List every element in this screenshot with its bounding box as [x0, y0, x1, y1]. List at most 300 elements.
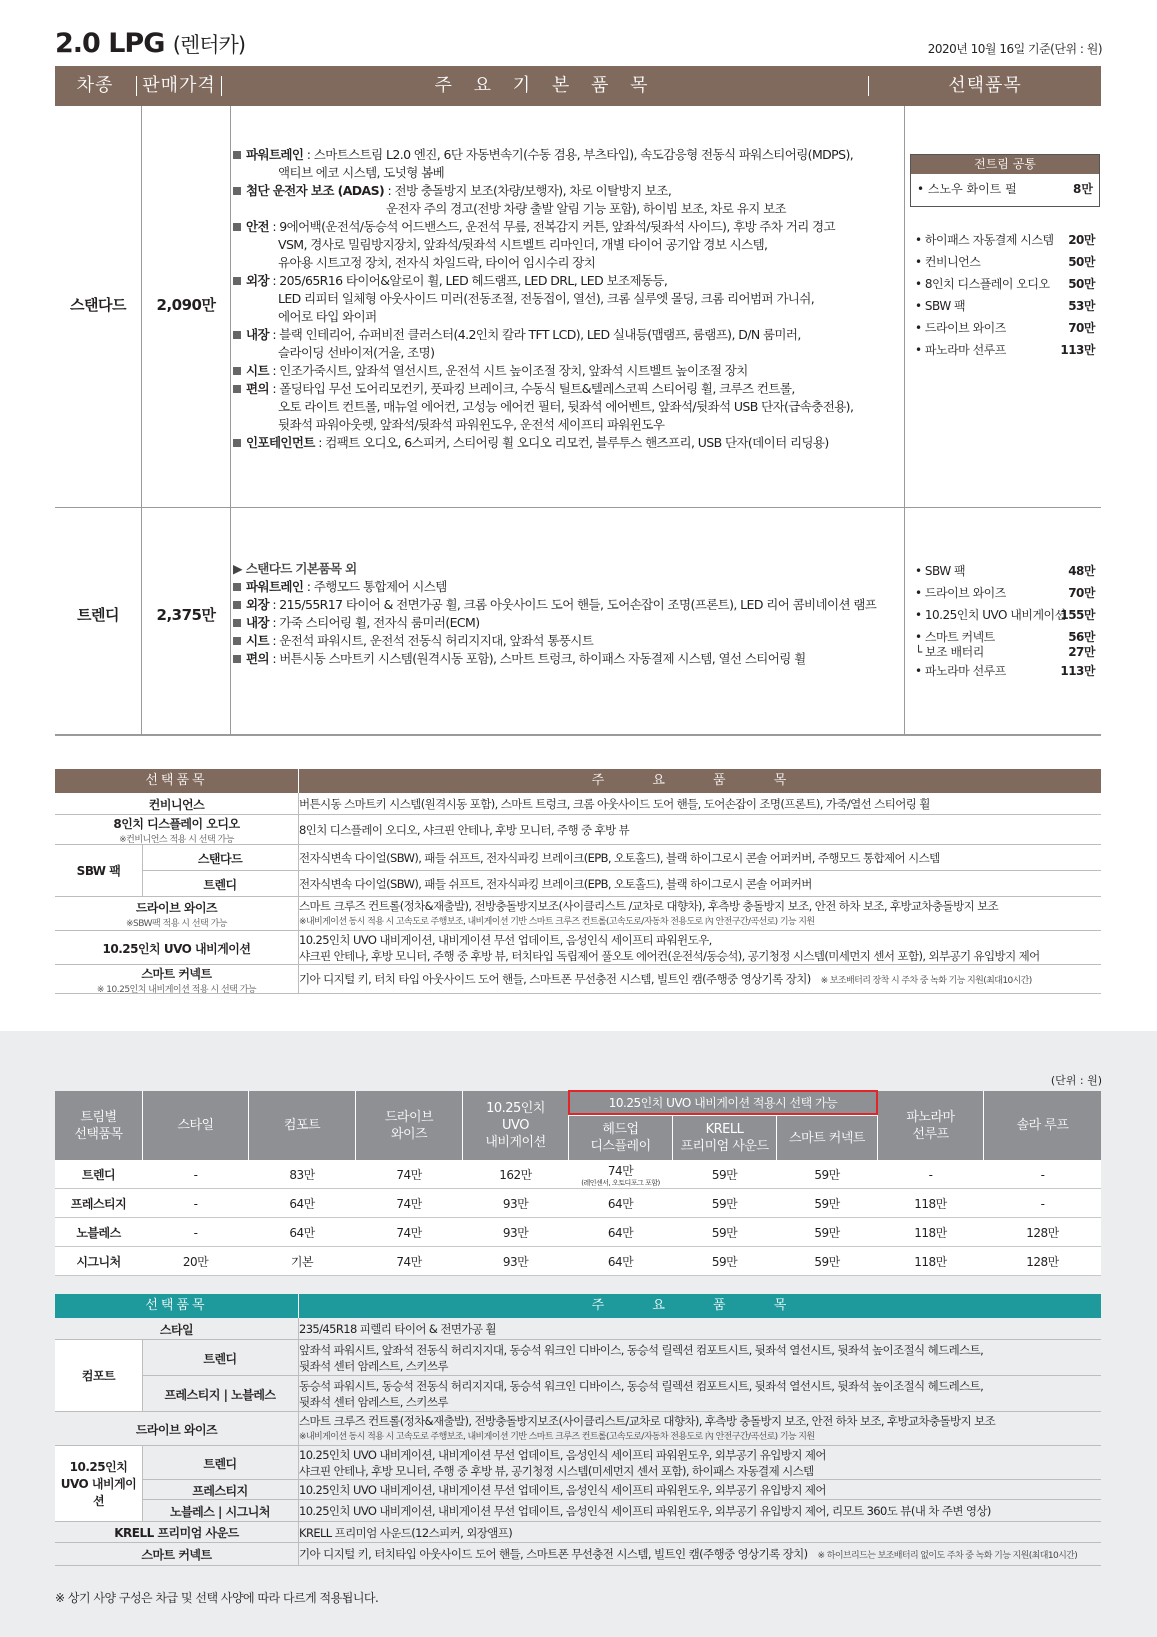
- price-value: 74만: [396, 1226, 422, 1240]
- option-sub-label: [142, 1480, 298, 1500]
- price-value: 118만: [914, 1197, 947, 1211]
- spec-text: : 215/55R17 타이어 & 전면가공 휠, 크롬 아웃사이드 도어 핸들, 도어손잡이 조명(프론트), LED 리어 콤비네이션 램프: [268, 597, 877, 612]
- bullet-square-icon: [233, 655, 241, 663]
- option-row: [55, 1446, 1101, 1480]
- option-row: [55, 815, 1101, 845]
- header-divider: [142, 1091, 143, 1160]
- option-name: • 파노라마 선루프: [915, 343, 1006, 357]
- option-row: [55, 1412, 1101, 1446]
- spec-line: [233, 200, 853, 218]
- option-row: [55, 1543, 1101, 1566]
- option-item: [915, 660, 1095, 682]
- title-paren: (렌터카): [172, 33, 246, 57]
- sub-label-text: 노블레스 | 시그니처: [170, 1504, 270, 1519]
- spec-line: [233, 164, 853, 182]
- price-cell: [984, 1247, 1101, 1276]
- price-value: 93만: [502, 1197, 529, 1211]
- date-unit: 2020년 10월 16일 기준(단위 : 원): [927, 42, 1102, 56]
- sub-label-text: 트렌디: [203, 1351, 237, 1366]
- group-label-text: SBW 팩: [76, 864, 121, 878]
- description-text: 전자식변속 다이얼(SBW), 패들 쉬프트, 전자식파킹 브레이크(EPB, 오토홀드), 블랙 하이그로시 콘솔 어퍼커버: [299, 877, 812, 891]
- spec-text: VSM, 경사로 밀림방지장치, 앞좌석/뒷좌석 시트벨트 리마인더, 개별 타이어 공기압 경보 시스템,: [278, 237, 768, 252]
- spec-text: : 컴팩트 오디오, 6스피커, 스티어링 휠 오디오 리모컨, 블루투스 핸즈프리, USB 단자(데이터 리딩용): [314, 435, 829, 450]
- common-option-title: 전트림 공통: [911, 155, 1099, 174]
- spec-line: [233, 272, 853, 290]
- option-label-note: ※ 10.25인치 내비게이션 적용 시 선택 가능: [96, 984, 257, 995]
- option-name: • 8인치 디스플레이 오디오: [915, 277, 1050, 291]
- spec-label: 편의: [246, 381, 269, 396]
- option-list: [915, 229, 1095, 361]
- description-line: [299, 876, 812, 892]
- option-price: 8만: [1073, 182, 1093, 196]
- option-item: [915, 229, 1095, 251]
- option-price: 50만: [1068, 255, 1095, 269]
- option-table-header: [55, 1294, 1101, 1318]
- option-detail-table-2: [55, 1294, 1101, 1581]
- price-cell: [249, 1247, 355, 1276]
- spec-lines: [233, 578, 876, 668]
- option-list: [915, 560, 1095, 682]
- price-value: 59만: [814, 1197, 840, 1211]
- option-name: • 스마트 커넥트: [915, 630, 995, 644]
- price-value: 64만: [607, 1226, 634, 1240]
- spec-line: [233, 632, 876, 650]
- price-cell: [878, 1160, 983, 1189]
- cell-divider: [142, 1446, 143, 1480]
- description-text: KRELL 프리미엄 사운드(12스피커, 외장앰프): [299, 1525, 513, 1540]
- spec-text: 오토 라이트 컨트롤, 매뉴얼 에어컨, 고성능 에어컨 필터, 뒷좌석 에어벤트, 앞좌석/뒷좌석 USB 단자(급속충전용),: [278, 399, 854, 414]
- price-value: -: [1040, 1196, 1045, 1211]
- spec-line: [233, 362, 853, 380]
- description-text: 10.25인치 UVO 내비게이션, 내비게이션 무선 업데이트, 음성인식 세이프티 파워윈도우, 외부공기 유입방지 제어: [299, 1448, 826, 1462]
- spec-text: LED 리피터 일체형 아웃사이드 미러(전동조절, 전동접이, 열선), 크롬 실루엣 몰딩, 크롬 리어범퍼 가니쉬,: [278, 291, 815, 306]
- spec-line: [233, 398, 853, 416]
- header-divider: [355, 1091, 356, 1160]
- spec-label: 첨단 운전자 보조 (ADAS): [246, 183, 385, 198]
- trim-table-header: [55, 1091, 1101, 1160]
- description-line: [299, 1546, 1077, 1564]
- header-main-items: 주 요 품 목: [591, 773, 809, 788]
- option-item: [915, 604, 1095, 626]
- option-description: [299, 1500, 991, 1522]
- option-label-note: ※컨비니언스 적용 시 선택 가능: [119, 835, 234, 845]
- spec-text: : 폴딩타입 무선 도어리모컨키, 풋파킹 브레이크, 수동식 틸트&텔레스코픽 스티어링 휠, 크루즈 컨트롤,: [268, 381, 795, 396]
- option-price: 20만: [1068, 233, 1095, 247]
- option-label-text: 10.25인치 UVO 내비게이션: [102, 941, 251, 956]
- description-line: [299, 1342, 983, 1358]
- option-label: [55, 931, 298, 965]
- option-price: 70만: [1068, 586, 1095, 600]
- price-value: 64만: [289, 1197, 315, 1211]
- description-line: [299, 1482, 826, 1498]
- description-line: 뒷좌석 센터 암레스트, 스키쓰루: [299, 1395, 448, 1409]
- spec-label: 외장: [246, 273, 269, 288]
- option-label-text: KRELL 프리미엄 사운드: [114, 1526, 239, 1540]
- header-divider: [248, 1091, 249, 1160]
- header-trim: 트림별 선택품목: [74, 1109, 123, 1142]
- sub-label-text: 프레스티지: [192, 1483, 248, 1498]
- option-name: • 드라이브 와이즈: [915, 321, 1006, 335]
- spec-text: 에어로 타입 와이퍼: [278, 309, 377, 324]
- price-cell: [463, 1218, 568, 1247]
- price-cell: [143, 1189, 248, 1218]
- description-note: ※내비게이션 동시 적용 시 고속도로 주행보조, 내비게이션 기반 스마트 크루즈 컨트롤(고속도로/자동차 전용도로 內 안전구간/곡선로) 기능 지원: [299, 1432, 815, 1442]
- bullet-square-icon: [233, 367, 241, 375]
- option-row: [55, 1318, 1101, 1340]
- price-value: 64만: [607, 1197, 634, 1211]
- cell-divider: [142, 845, 143, 871]
- spec-text: : 전방 충돌방지 보조(차량/보행자), 차로 이탈방지 보조,: [384, 183, 672, 198]
- option-item: [915, 273, 1095, 295]
- option-price: 50만: [1068, 277, 1095, 291]
- description-line: [299, 850, 940, 866]
- option-row: [55, 931, 1101, 965]
- description-line: [299, 1503, 991, 1519]
- description-line: [299, 898, 998, 914]
- option-label: [55, 1318, 298, 1340]
- main-table-header: [55, 66, 1101, 106]
- option-description: [299, 845, 940, 871]
- description-line: 뒷좌석 센터 암레스트, 스키쓰루: [299, 1359, 448, 1373]
- spec-line: [233, 434, 853, 452]
- spec-text: : 스마트스트림 L2.0 엔진, 6단 자동변속기(수동 겸용, 부츠타입), 속도감응형 전동식 파워스티어링(MDPS),: [303, 147, 854, 162]
- bullet-square-icon: [233, 223, 241, 231]
- spec-text: : 205/65R16 타이어&알로이 휠, LED 헤드램프, LED DRL, LED 보조제동등,: [268, 273, 668, 288]
- bullet-square-icon: [233, 583, 241, 591]
- trim-name: 시그니처: [76, 1255, 121, 1269]
- price-cell: [777, 1247, 877, 1276]
- price-value: 64만: [607, 1255, 634, 1269]
- option-label: [55, 1412, 298, 1446]
- option-label: [55, 897, 298, 931]
- option-label-text: 컨비니언스: [148, 797, 205, 812]
- description-text: 전자식변속 다이얼(SBW), 패들 쉬프트, 전자식파킹 브레이크(EPB, 오토홀드), 블랙 하이그로시 콘솔 어퍼커버, 주행모드 통합제어 시스템: [299, 851, 940, 865]
- trim-row-trendy: [55, 508, 1101, 736]
- trim-name: 트렌디: [81, 1168, 116, 1182]
- price-cell: [143, 1247, 248, 1276]
- spec-text: : 인조가죽시트, 앞좌석 열선시트, 운전석 시트 높이조절 장치, 앞좌석 시트벨트 높이조절 장치: [268, 363, 748, 378]
- header-divider: [776, 1115, 777, 1160]
- price-cell: [984, 1160, 1101, 1189]
- spec-text: : 운전석 파워시트, 운전석 전동식 허리지지대, 앞좌석 통풍시트: [268, 633, 594, 648]
- spec-label: 내장: [246, 327, 269, 342]
- header-option: 선택품목: [145, 773, 208, 788]
- price-note: (레인센서, 오토디포그 포함): [581, 1179, 660, 1187]
- group-label-text: 컴포트: [81, 1369, 116, 1383]
- price-cell: [249, 1160, 355, 1189]
- description-note: ※ 하이브리드는 보조배터리 없이도 주차 중 녹화 기능 지원(최대10시간): [817, 1550, 1078, 1561]
- price-cell: [878, 1189, 983, 1218]
- option-sub-label: [142, 1500, 298, 1522]
- price-cell: [356, 1247, 462, 1276]
- description-line: [299, 1447, 826, 1463]
- spec-text: 슬라이딩 선바이저(거울, 조명): [278, 345, 435, 360]
- option-label-note: ※SBW팩 적용 시 선택 가능: [125, 919, 227, 929]
- spec-text: : 9에어백(운전석/동승석 어드밴스드, 운전석 무릎, 전복감지 커튼, 앞좌석/뒷좌석 사이드), 후방 주차 거리 경고: [268, 219, 835, 234]
- option-row: [55, 793, 1101, 815]
- option-description: [299, 1340, 983, 1376]
- price-value: 20만: [182, 1255, 209, 1269]
- sub-label-text: 스탠다드: [197, 851, 243, 866]
- price-cell: [356, 1189, 462, 1218]
- spec-line: [233, 326, 853, 344]
- trim-name: 트렌디: [77, 606, 119, 624]
- price-cell: [569, 1247, 672, 1276]
- option-description: [299, 1446, 826, 1480]
- spec-text: : 가죽 스티어링 휠, 전자식 룸미러(ECM): [268, 615, 480, 630]
- trim-row-standard: [55, 106, 1101, 508]
- header-model: 차종: [76, 75, 114, 96]
- price-cell: [673, 1247, 776, 1276]
- header-style: 스타일: [177, 1118, 214, 1133]
- option-description: [299, 815, 629, 845]
- description-text: 기아 디지털 키, 터치타입 아웃사이드 도어 핸들, 스마트폰 무선충전 시스템, 빌트인 캠(주행중 영상기록 장치): [299, 1546, 808, 1561]
- option-description: [299, 1480, 826, 1500]
- price-cell: [673, 1189, 776, 1218]
- trim-row: [55, 1160, 1101, 1189]
- option-description: [299, 931, 1040, 965]
- bullet-square-icon: [233, 277, 241, 285]
- option-group-label: [55, 1340, 142, 1412]
- main-spec-table: [55, 66, 1101, 736]
- price-value: 128만: [1026, 1255, 1059, 1269]
- description-text: 10.25인치 UVO 내비게이션, 내비게이션 무선 업데이트, 음성인식 세이프티 파워윈도우,: [299, 933, 712, 947]
- description-text: 10.25인치 UVO 내비게이션, 내비게이션 무선 업데이트, 음성인식 세이프티 파워윈도우, 외부공기 유입방지 제어: [299, 1483, 826, 1497]
- price-cell: [878, 1218, 983, 1247]
- price-value: 59만: [814, 1168, 840, 1182]
- price-value: 59만: [814, 1255, 840, 1269]
- option-label: [55, 1543, 298, 1566]
- spec-text: : 블랙 인테리어, 슈퍼비전 클러스터(4.2인치 칼라 TFT LCD), LED 실내등(맵램프, 룸램프), D/N 룸미러,: [268, 327, 801, 342]
- price-value: -: [928, 1167, 933, 1182]
- price-value: -: [193, 1225, 198, 1240]
- price-value: 59만: [711, 1168, 738, 1182]
- price-value: 83만: [289, 1168, 315, 1182]
- spec-text: : 주행모드 통합제어 시스템: [303, 579, 447, 594]
- price-value: 64만: [289, 1226, 315, 1240]
- description-text: 동승석 파워시트, 동승석 전동식 허리지지대, 동승석 워크인 디바이스, 동승석 릴렉션 컴포트시트, 뒷좌석 열선시트, 뒷좌석 높이조절식 헤드레스트,: [299, 1379, 984, 1393]
- header-comfort: 컴포트: [283, 1118, 321, 1133]
- price-value: 59만: [814, 1226, 840, 1240]
- price-cell: [463, 1160, 568, 1189]
- description-text: 235/45R18 피렐리 타이어 & 전면가공 휠: [299, 1322, 496, 1336]
- cell-divider: [142, 1500, 143, 1522]
- description-line: [299, 822, 629, 838]
- price-cell: [463, 1189, 568, 1218]
- option-name: • 10.25인치 UVO 내비게이션: [915, 608, 1066, 622]
- trim-price: 2,090만: [156, 296, 216, 314]
- price-cell: [143, 1160, 248, 1189]
- page-title: [55, 28, 245, 59]
- option-name: • 하이패스 자동결제 시스템: [915, 233, 1054, 247]
- footnote: ※ 상기 사양 구성은 차급 및 선택 사양에 따라 다르게 적용됩니다.: [55, 1591, 379, 1605]
- spec-label: 파워트레인: [246, 147, 304, 162]
- price-cell: [984, 1189, 1101, 1218]
- sub-label-text: 트렌디: [203, 1456, 237, 1471]
- option-label: [55, 965, 298, 994]
- unit-label: (단위 : 원): [1050, 1074, 1102, 1087]
- uvo-group-highlight: [568, 1090, 878, 1115]
- option-price: 56만: [1068, 630, 1095, 644]
- spec-text: : 버튼시동 스마트키 시스템(원격시동 포함), 스마트 트렁크, 하이패스 자동결제 시스템, 열선 스티어링 휠: [268, 651, 806, 666]
- description-text: 버튼시동 스마트키 시스템(원격시동 포함), 스마트 트렁크, 크롬 아웃사이드 도어 핸들, 도어손잡이 조명(프론트), 가죽/열선 스티어링 휠: [299, 797, 930, 811]
- group-label-text: 10.25인치 UVO 내비게이션: [60, 1460, 137, 1508]
- option-description: [299, 897, 998, 931]
- header-divider: [672, 1115, 673, 1160]
- price-cell: [249, 1218, 355, 1247]
- spec-text: 뒷좌석 파워아웃렛, 앞좌석/뒷좌석 파워윈도우, 운전석 세이프티 파워윈도우: [278, 417, 665, 432]
- option-sub-label: [142, 845, 298, 871]
- bullet-square-icon: [233, 619, 241, 627]
- spec-line: [233, 614, 876, 632]
- header-uvo: 10.25인치 UVO 내비게이션: [485, 1101, 546, 1150]
- price-value: -: [193, 1196, 198, 1211]
- option-name: • 스노우 화이트 펄: [917, 182, 1017, 196]
- bullet-square-icon: [233, 439, 241, 447]
- spec-label: 외장: [246, 597, 269, 612]
- option-price: 113만: [1060, 343, 1095, 357]
- option-row: [55, 1500, 1101, 1522]
- price-value: 74만: [396, 1168, 422, 1182]
- price-value: -: [1040, 1167, 1045, 1182]
- header-drive-wise: 드라이브 와이즈: [384, 1109, 434, 1142]
- price-value: 74만: [396, 1255, 422, 1269]
- header-hud: 헤드업 디스플레이: [590, 1122, 651, 1154]
- option-name: • SBW 팩: [915, 564, 966, 578]
- option-row: [55, 965, 1101, 994]
- basic-items-list: [233, 146, 853, 452]
- spec-line: [233, 290, 853, 308]
- option-item: [915, 560, 1095, 582]
- header-smart-connect: 스마트 커넥트: [789, 1130, 865, 1146]
- bullet-square-icon: [233, 151, 241, 159]
- option-label-text: 스마트 커넥트: [141, 966, 212, 981]
- spec-text: 액티브 에코 시스템, 도넛형 봄베: [278, 165, 445, 180]
- option-row: [55, 1376, 1101, 1412]
- price-value: 59만: [711, 1197, 738, 1211]
- price-cell: [569, 1160, 672, 1189]
- price-cell: [777, 1218, 877, 1247]
- description-line: 샤크핀 안테나, 후방 모니터, 주행 중 후방 뷰, 터치타입 독립제어 풀오토 에어컨(운전석/동승석), 공기청정 시스템(미세먼지 센서 포함), 외부공기 유입방지 제어: [299, 949, 1040, 963]
- spec-line: [233, 254, 853, 272]
- price-value: -: [193, 1167, 198, 1182]
- price-value: 93만: [502, 1226, 529, 1240]
- option-name: • 컨비니언스: [915, 255, 981, 269]
- price-value: 59만: [711, 1255, 738, 1269]
- price-cell: [673, 1160, 776, 1189]
- trim-name: 프레스티지: [70, 1197, 127, 1211]
- option-sub-label: [142, 871, 298, 897]
- header-main-items: 주 요 품 목: [591, 1298, 809, 1313]
- header-price: 판매가격: [142, 75, 216, 96]
- header-krell: KRELL 프리미엄 사운드: [680, 1122, 769, 1154]
- option-price: 113만: [1060, 664, 1095, 678]
- bullet-square-icon: [233, 601, 241, 609]
- description-note: ※내비게이션 동시 적용 시 고속도로 주행보조, 내비게이션 기반 스마트 크루즈 컨트롤(고속도로/자동차 전용도로 內 안전구간/곡선로) 기능 지원: [299, 917, 815, 927]
- price-cell: [777, 1189, 877, 1218]
- spec-line: [233, 650, 876, 668]
- basic-items-list: [233, 560, 876, 668]
- spec-text: 운전자 주의 경고(전방 차량 출발 알림 기능 포함), 하이빔 보조, 차로 유지 보조: [386, 201, 787, 216]
- spec-text: 유아용 시트고정 장치, 전자식 차일드락, 타이어 임시수리 장치: [278, 255, 596, 270]
- cell-divider: [142, 1480, 143, 1500]
- price-cell: [356, 1218, 462, 1247]
- header-option: 선택품목: [145, 1298, 208, 1313]
- option-row: [55, 1480, 1101, 1500]
- header-panorama: 파노라마 선루프: [906, 1109, 955, 1142]
- description-text: 8인치 디스플레이 오디오, 샤크핀 안테나, 후방 모니터, 주행 중 후방 뷰: [299, 823, 630, 837]
- option-label: [55, 815, 298, 845]
- cell-divider: [142, 871, 143, 897]
- price-value: 74만: [607, 1164, 634, 1178]
- option-price: 70만: [1068, 321, 1095, 335]
- bullet-square-icon: [233, 331, 241, 339]
- cell-divider: [142, 1376, 143, 1412]
- price-value: 74만: [396, 1197, 422, 1211]
- option-name: └ 보조 배터리: [915, 645, 984, 659]
- spec-line: [233, 218, 853, 236]
- spec-label: 편의: [246, 651, 269, 666]
- sub-label-text: 프레스티지 | 노블레스: [164, 1387, 276, 1402]
- option-row: [55, 1340, 1101, 1376]
- option-sub-label: [142, 1446, 298, 1480]
- option-name: • SBW 팩: [915, 299, 966, 313]
- spec-label: 파워트레인: [246, 579, 304, 594]
- common-option-box: [910, 154, 1100, 207]
- spec-line: [233, 344, 853, 362]
- option-item: [915, 251, 1095, 273]
- spec-line: [233, 236, 853, 254]
- option-price: 53만: [1068, 299, 1095, 313]
- price-cell: [463, 1247, 568, 1276]
- trim-name: 노블레스: [76, 1226, 121, 1240]
- spec-line: [233, 596, 876, 614]
- spec-line: [233, 146, 853, 164]
- price-cell: [143, 1218, 248, 1247]
- spec-label: 시트: [246, 633, 269, 648]
- price-value: 기본: [290, 1255, 314, 1269]
- description-line: [299, 796, 930, 812]
- option-label-text: 드라이브 와이즈: [135, 901, 218, 915]
- description-line: [299, 1525, 512, 1541]
- option-description: [299, 1522, 512, 1543]
- option-name: • 드라이브 와이즈: [915, 586, 1006, 600]
- header-divider: [983, 1091, 984, 1160]
- option-item: [915, 317, 1095, 339]
- sub-label-text: 트렌디: [203, 877, 237, 892]
- option-row: [55, 897, 1101, 931]
- option-item: [911, 174, 1099, 204]
- bullet-square-icon: [233, 637, 241, 645]
- description-line: [299, 1378, 983, 1394]
- option-group-label: [55, 1446, 142, 1522]
- price-cell: [777, 1160, 877, 1189]
- header-uvo-group: 10.25인치 UVO 내비게이션 적용시 선택 가능: [608, 1095, 838, 1110]
- price-cell: [249, 1189, 355, 1218]
- price-cell: [569, 1189, 672, 1218]
- option-item: [915, 295, 1095, 317]
- price-cell: [569, 1218, 672, 1247]
- description-line: [299, 971, 1032, 989]
- option-detail-table-1: [55, 769, 1101, 1014]
- option-row: [55, 1522, 1101, 1543]
- option-description: [299, 965, 1032, 994]
- bullet-square-icon: [233, 187, 241, 195]
- option-description: [299, 871, 812, 897]
- price-value: 128만: [1026, 1226, 1059, 1240]
- option-sub-label: [142, 1340, 298, 1376]
- price-value: 118만: [914, 1226, 947, 1240]
